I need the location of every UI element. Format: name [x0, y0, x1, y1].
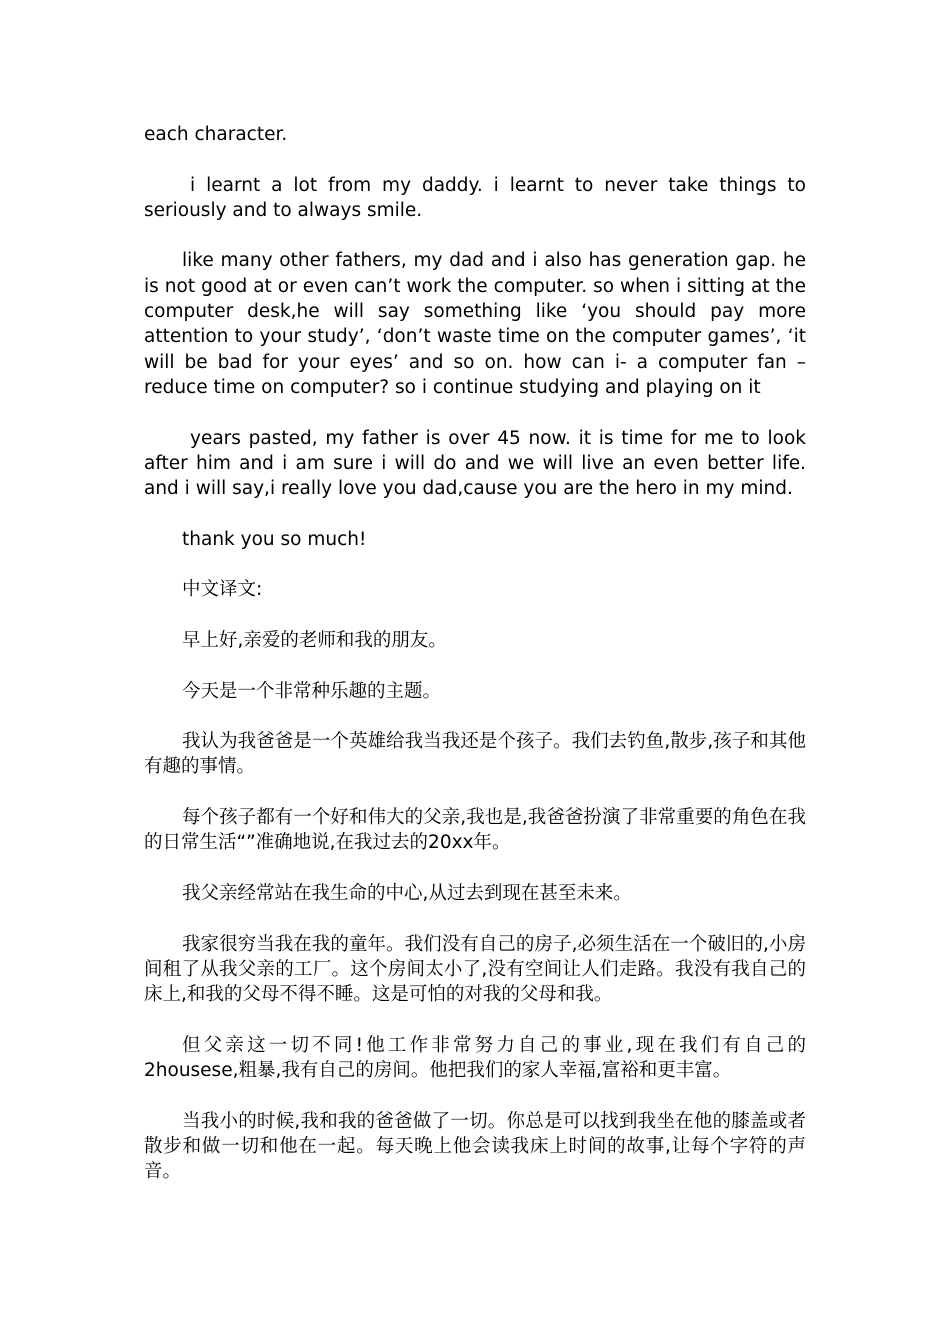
paragraph-continuation: each character.	[144, 124, 288, 145]
translation-heading: 中文译文:	[182, 579, 263, 601]
paragraph-cn-greeting: 早上好,亲爱的老师和我的朋友。	[182, 629, 447, 651]
document-page	[144, 122, 806, 1210]
paragraph-cn-every-child: 每个孩子都有一个好和伟大的父亲,我也是,我爸爸扮演了非常重要的角色在我的日常生活“”准确地说,在我过去的20xx年。	[144, 807, 806, 854]
paragraph-cn-poor: 我家很穷当我在我的童年。我们没有自己的房子,必须生活在一个破旧的,小房间租了从我父亲的工厂。这个房间太小了,没有空间让人们走路。我没有我自己的床上,和我的父母不得不睡。这是可怕的对我的父母和我。	[144, 933, 806, 1006]
paragraph-cn-center: 我父亲经常站在我生命的中心,从过去到现在甚至未来。	[182, 882, 632, 904]
paragraph-years-pasted: years pasted, my father is over 45 now. it is time for me to look after him and i am sure i will do and we will live an even better life. and i will say,i really love you dad,cause you are the hero in my mind.	[144, 427, 806, 500]
paragraph-generation-gap: like many other fathers, my dad and i also has generation gap. he is not good at or even can’t work the computer. so when i sitting at the computer desk,he will say something like ‘you should pay more attention to your study’, ‘don’t waste time on the computer games’, ‘it will be bad for your eyes’ and so on. how can i- a computer fan – reduce time on computer? so i continue studying and playing on it	[144, 250, 806, 398]
paragraph-cn-hero: 我认为我爸爸是一个英雄给我当我还是个孩子。我们去钓鱼,散步,孩子和其他有趣的事情。	[144, 731, 806, 778]
paragraph-cn-childhood: 当我小的时候,我和我的爸爸做了一切。你总是可以找到我坐在他的膝盖或者散步和做一切和他在一起。每天晚上他会读我床上时间的故事,让每个字符的声音。	[144, 1110, 806, 1183]
paragraph-thank-you: thank you so much!	[182, 528, 367, 550]
paragraph-cn-changed: 但父亲这一切不同!他工作非常努力自己的事业,现在我们有自己的2housese,粗暴,我有自己的房间。他把我们的家人幸福,富裕和更丰富。	[144, 1034, 806, 1081]
paragraph-cn-topic: 今天是一个非常种乐趣的主题。	[182, 680, 442, 702]
paragraph-learnt: i learnt a lot from my daddy. i learnt to never take things to seriously and to always smile.	[144, 174, 806, 221]
